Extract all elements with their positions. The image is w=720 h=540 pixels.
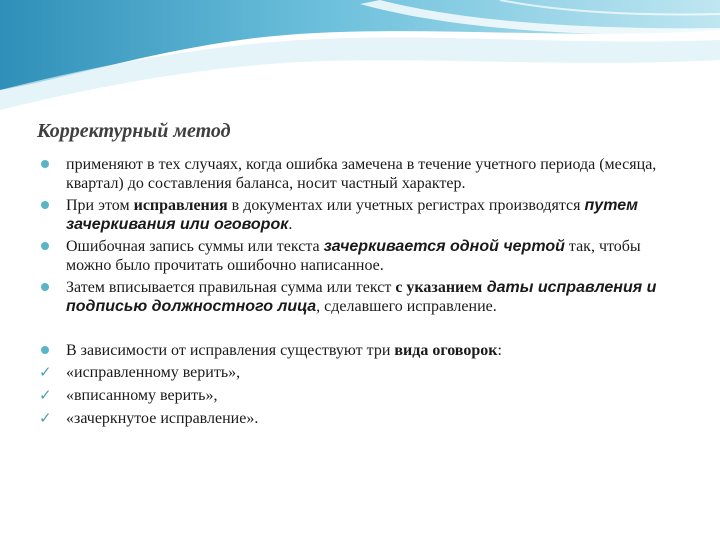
item-text: Ошибочная запись суммы или текста: [66, 238, 324, 255]
bullet-dot-icon: [41, 283, 49, 291]
bullet-list: [38, 155, 688, 432]
list-spacer: [38, 319, 688, 341]
item-text: Затем вписывается правильная сумма или текст: [66, 279, 396, 296]
item-bold-text: с указанием: [395, 279, 483, 296]
item-bold-italic-text: зачеркивается одной чертой: [323, 238, 565, 255]
check-text: «вписанному верить»,: [66, 387, 218, 404]
item-text: , сделавшего исправление.: [316, 298, 497, 315]
bullet-dot-icon: [41, 242, 49, 250]
check-item: [38, 363, 688, 382]
item-text: :: [497, 342, 502, 359]
list-item: [38, 196, 688, 234]
list-item: [38, 237, 688, 275]
item-text: в документах или учетных регистрах производятся: [227, 197, 585, 214]
bullet-dot-icon: [41, 160, 49, 168]
slide-title: Корректурный метод: [37, 120, 231, 142]
check-text: «исправленному верить»,: [66, 364, 241, 381]
item-text: применяют в тех случаях, когда ошибка замечена в течение учетного периода (месяца, квартал) до составления баланса, носит частный характер.: [66, 156, 657, 192]
item-text: В зависимости от исправления существуют три: [66, 342, 395, 359]
checkmark-icon: ✓: [39, 363, 52, 381]
list-item: [38, 341, 688, 360]
check-item: [38, 386, 688, 405]
item-bold-text: исправления: [133, 197, 228, 214]
item-bold-italic-text: даты исправления и подписью должностного лица: [66, 279, 657, 315]
item-bold-italic-text: путем зачеркивания или оговорок: [66, 197, 638, 233]
check-text: «зачеркнутое исправление».: [66, 410, 259, 427]
item-bold-text: вида оговорок: [394, 342, 498, 359]
checkmark-icon: ✓: [39, 386, 52, 404]
bullet-dot-icon: [41, 346, 49, 354]
list-item: [38, 155, 688, 193]
check-item: [38, 409, 688, 428]
item-text: так, чтобы можно было прочитать ошибочно написанное.: [66, 238, 641, 274]
item-text: .: [288, 216, 293, 233]
checkmark-icon: ✓: [39, 409, 52, 427]
bullet-dot-icon: [41, 201, 49, 209]
header-wave-decoration: [0, 0, 720, 110]
item-text: При этом: [66, 197, 134, 214]
list-item: [38, 278, 688, 316]
